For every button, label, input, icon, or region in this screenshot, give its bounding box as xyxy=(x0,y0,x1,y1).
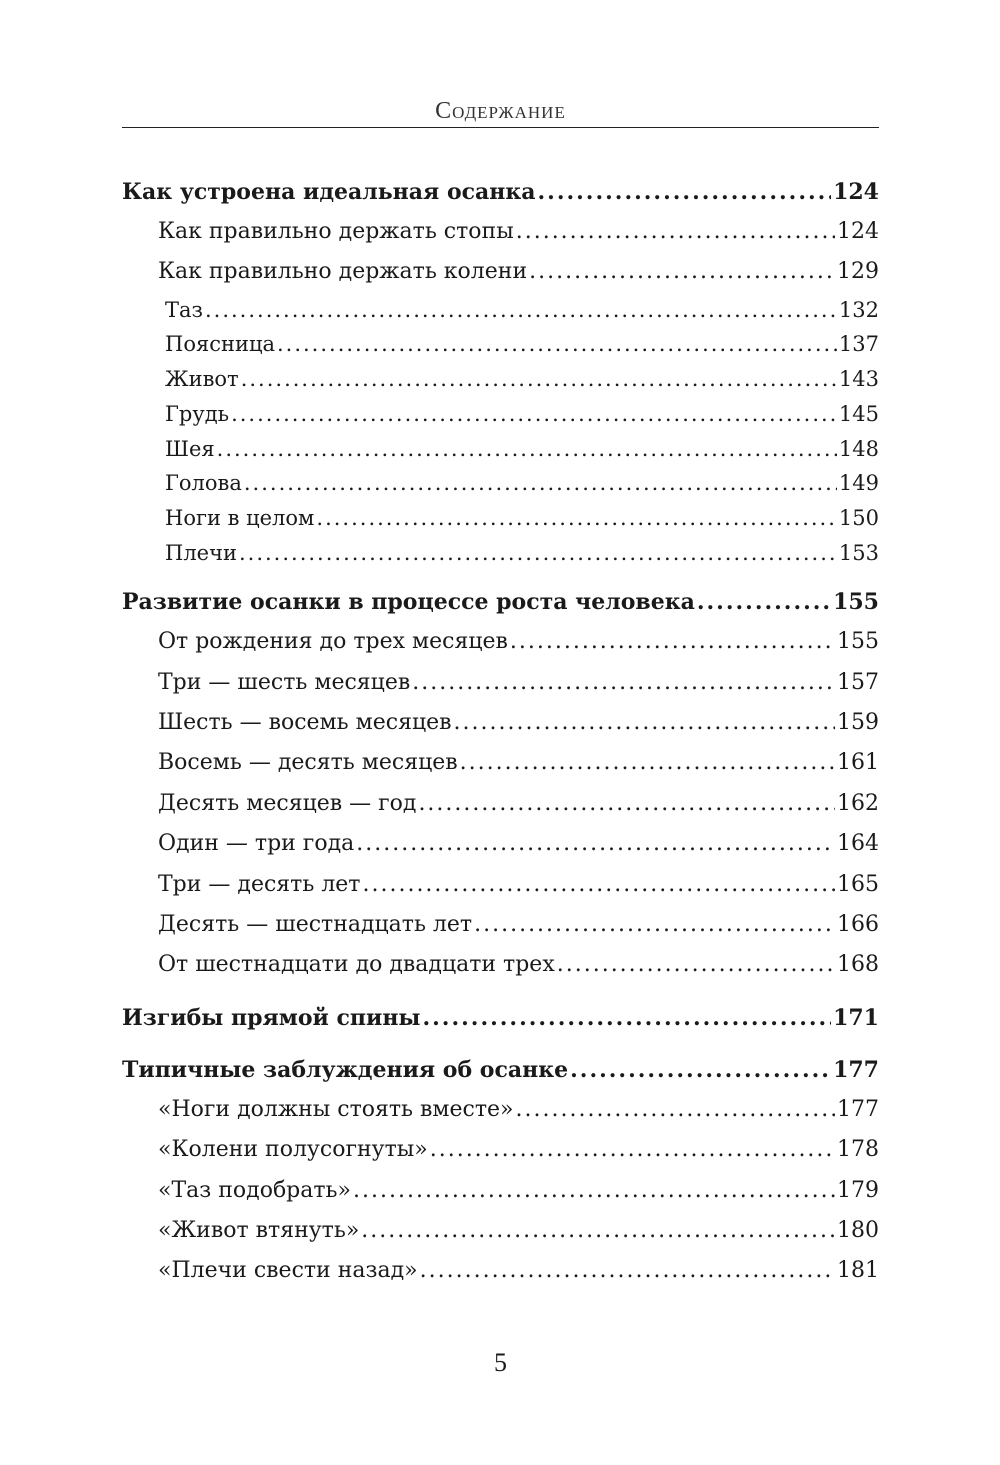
toc-item-title: Грудь xyxy=(165,401,230,426)
dot-leader xyxy=(353,1171,835,1211)
toc-section-title: Развитие осанки в процессе роста человека xyxy=(122,589,695,616)
toc-item-title: От шестнадцати до двадцати трех xyxy=(158,952,555,978)
book-page xyxy=(122,0,879,1465)
toc-page-number: 159 xyxy=(837,710,879,736)
toc-page-number: 165 xyxy=(837,871,879,897)
toc-page-number: 129 xyxy=(837,259,879,285)
toc-item-title: «Ноги должны стоять вместе» xyxy=(158,1096,514,1122)
toc-item-title: Три — шесть месяцев xyxy=(158,669,411,695)
toc-item[interactable] xyxy=(122,432,879,467)
toc-item[interactable] xyxy=(122,466,879,501)
toc-section-title: Как устроена идеальная осанка xyxy=(122,179,536,205)
toc-item[interactable] xyxy=(122,1211,879,1251)
toc-item-title: Шея xyxy=(165,436,215,461)
toc-page-number: 181 xyxy=(837,1258,879,1284)
dot-leader xyxy=(362,865,835,905)
dot-leader xyxy=(277,327,837,362)
toc-page-number: 132 xyxy=(838,297,879,322)
running-header: Содержание xyxy=(435,98,566,124)
toc-page-number: 166 xyxy=(837,912,879,938)
toc-item[interactable] xyxy=(122,1130,879,1170)
toc-page-number: 157 xyxy=(837,669,879,695)
toc-page-number: 161 xyxy=(837,750,879,776)
dot-leader xyxy=(241,362,837,397)
toc-section-1[interactable] xyxy=(122,172,879,212)
toc-page-number: 145 xyxy=(838,401,879,426)
toc-page-number: 153 xyxy=(838,540,879,565)
toc-item-title: Десять — шестнадцать лет xyxy=(158,912,473,938)
toc-item-title: Три — десять лет xyxy=(158,871,361,897)
dot-leader xyxy=(205,293,837,328)
toc-page-number: 150 xyxy=(838,505,879,530)
toc-page-number: 162 xyxy=(837,790,879,816)
toc-page-number: 143 xyxy=(838,367,879,392)
toc-item[interactable] xyxy=(122,362,879,397)
toc-item[interactable] xyxy=(122,784,879,824)
table-of-contents xyxy=(122,172,879,1292)
toc-section-4[interactable] xyxy=(122,1050,879,1090)
toc-item[interactable] xyxy=(122,945,879,985)
toc-page-number: 155 xyxy=(833,589,879,616)
toc-item[interactable] xyxy=(122,824,879,864)
toc-item-title: «Живот втянуть» xyxy=(158,1217,360,1243)
dot-leader xyxy=(474,905,835,945)
dot-leader xyxy=(244,466,837,501)
toc-item-title: «Колени полусогнуты» xyxy=(158,1137,428,1163)
toc-item-title: Ноги в целом xyxy=(165,505,315,530)
dot-leader xyxy=(557,945,835,985)
toc-item[interactable] xyxy=(122,1171,879,1211)
toc-item[interactable] xyxy=(122,1090,879,1130)
toc-page-number: 177 xyxy=(833,1056,879,1083)
dot-leader xyxy=(516,1090,836,1130)
toc-item[interactable] xyxy=(122,663,879,703)
dot-leader xyxy=(516,212,835,252)
toc-page-number: 137 xyxy=(838,332,879,357)
dot-leader xyxy=(422,998,831,1038)
toc-section-title: Типичные заблуждения об осанке xyxy=(122,1056,569,1083)
toc-item-title: Шесть — восемь месяцев xyxy=(158,710,452,736)
toc-item[interactable] xyxy=(122,703,879,743)
dot-leader xyxy=(361,1211,835,1251)
toc-item[interactable] xyxy=(122,252,879,292)
dot-leader xyxy=(420,1251,835,1291)
toc-item[interactable] xyxy=(122,293,879,328)
dot-leader xyxy=(697,582,831,622)
toc-section-3[interactable] xyxy=(122,998,879,1038)
toc-page-number: 171 xyxy=(833,1004,879,1031)
toc-item-title: Живот xyxy=(165,367,239,392)
dot-leader xyxy=(510,622,835,662)
toc-item[interactable] xyxy=(122,1251,879,1291)
dot-leader xyxy=(412,663,835,703)
toc-page-number: 168 xyxy=(837,952,879,978)
dot-leader xyxy=(529,252,835,292)
dot-leader xyxy=(454,703,835,743)
toc-item-title: Десять месяцев — год xyxy=(158,790,417,816)
toc-page-number: 124 xyxy=(837,219,879,244)
toc-page-number: 177 xyxy=(837,1096,879,1122)
toc-item[interactable] xyxy=(122,536,879,571)
toc-item[interactable] xyxy=(122,212,879,252)
dot-leader xyxy=(231,397,837,432)
toc-page-number: 180 xyxy=(837,1217,879,1243)
toc-item-title: Один — три года xyxy=(158,831,355,857)
toc-item[interactable] xyxy=(122,743,879,783)
dot-leader xyxy=(239,536,837,571)
toc-item[interactable] xyxy=(122,905,879,945)
toc-page-number: 124 xyxy=(833,179,879,205)
toc-page-number: 164 xyxy=(837,831,879,857)
toc-item[interactable] xyxy=(122,622,879,662)
toc-item[interactable] xyxy=(122,327,879,362)
toc-item[interactable] xyxy=(122,501,879,536)
dot-leader xyxy=(217,432,837,467)
page-number: 5 xyxy=(494,1348,507,1377)
toc-item-title: Таз xyxy=(165,297,203,322)
toc-page-number: 149 xyxy=(838,471,879,496)
toc-page-number: 178 xyxy=(837,1137,879,1163)
toc-item-title: Голова xyxy=(165,471,242,496)
toc-item[interactable] xyxy=(122,865,879,905)
dot-leader xyxy=(460,743,835,783)
header-rule xyxy=(122,127,879,128)
dot-leader xyxy=(316,501,837,536)
dot-leader xyxy=(430,1130,835,1170)
toc-item-title: Восемь — десять месяцев xyxy=(158,750,458,776)
toc-page-number: 155 xyxy=(837,629,879,655)
toc-item-title: «Таз подобрать» xyxy=(158,1177,351,1203)
toc-item[interactable] xyxy=(122,397,879,432)
toc-item-title: От рождения до трех месяцев xyxy=(158,629,508,655)
dot-leader xyxy=(538,172,832,212)
toc-page-number: 179 xyxy=(837,1177,879,1203)
toc-item-title: Как правильно держать колени xyxy=(158,259,528,285)
toc-section-title: Изгибы прямой спины xyxy=(122,1004,421,1031)
dot-leader xyxy=(418,784,835,824)
toc-item-title: Плечи xyxy=(165,540,237,565)
toc-section-2[interactable] xyxy=(122,582,879,622)
toc-item-title: «Плечи свести назад» xyxy=(158,1258,418,1284)
toc-page-number: 148 xyxy=(838,436,879,461)
toc-item-title: Поясница xyxy=(165,332,275,357)
dot-leader xyxy=(356,824,835,864)
toc-item-title: Как правильно держать стопы xyxy=(158,219,514,244)
dot-leader xyxy=(570,1050,831,1090)
